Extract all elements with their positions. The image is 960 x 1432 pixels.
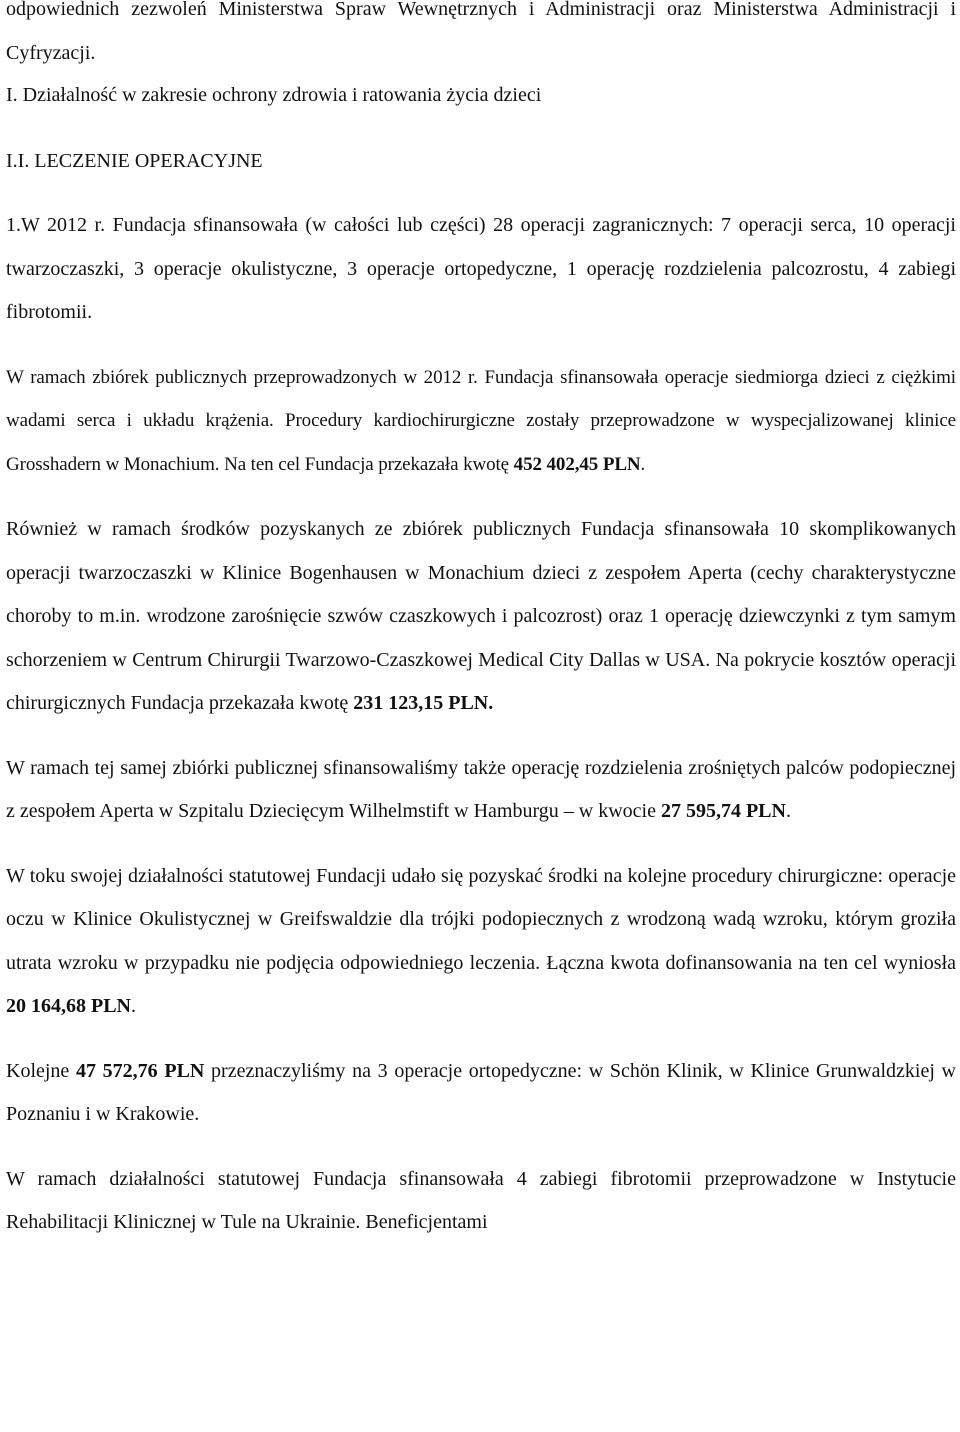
paragraph-eye-operations: [6, 855, 956, 1029]
amount-craniofacial: 231 123,15 PLN.: [353, 692, 494, 714]
section-heading: I. Działalność w zakresie ochrony zdrowia i ratowania życia dzieci: [6, 84, 542, 106]
paragraph-end: .: [131, 995, 136, 1017]
paragraph-text: przeznaczyliśmy na 3 operacje ortopedyczne: w Schön Klinik, w Klinice Grunwaldzkiej w Poznaniu i w Krakowie.: [6, 1059, 957, 1125]
intro-paragraph: odpowiednich zezwoleń Ministerstwa Spraw Wewnętrznych i Administracji oraz Ministerstwa Administracji i Cyfryzacji.: [6, 0, 956, 64]
paragraph-text: W toku swojej działalności statutowej Fundacji udało się pozyskać środki na kolejne procedury chirurgiczne: operacje oczu w Klinice Okulistycznej w Greifswaldzie dla trójki podopiecznych z wrodzoną wadą wzroku, którym groziła utrata wzroku w przypadku nie podjęcia odpowiedniego leczenia. Łączna kwota dofinansowania na ten cel wyniosła: [6, 864, 956, 974]
subsection-heading: I.I. LECZENIE OPERACYJNE: [6, 149, 263, 172]
paragraph-text: Również w ramach środków pozyskanych ze zbiórek publicznych Fundacja sfinansowała 10 skomplikowanych operacji twarzoczaszki w Klinice Bogenhausen w Monachium dzieci z zespołem Aperta (cechy charakterystyczne choroby to m.in. wrodzone zarośnięcie szwów czaszkowych i palcozrost) oraz 1 operację dziewczynki z tym samym schorzeniem w Centrum Chirurgii Twarzowo-Czaszkowej Medical City Dallas w USA. Na pokrycie kosztów operacji chirurgicznych Fundacja przekazała kwotę: [6, 518, 956, 714]
paragraph-orthopedic-operations: [6, 1050, 956, 1137]
paragraph-fibrotomy: W ramach działalności statutowej Fundacja sfinansowała 4 zabiegi fibrotomii przeprowadzone w Instytucie Rehabilitacji Klinicznej w Tule na Ukrainie. Beneficjentami: [6, 1167, 956, 1233]
amount-hamburg: 27 595,74 PLN: [660, 800, 786, 822]
paragraph-start: Kolejne: [6, 1059, 76, 1082]
paragraph-end: .: [640, 453, 646, 475]
paragraph-end: .: [785, 800, 791, 822]
paragraph-public-collections: [6, 356, 956, 487]
paragraph-hamburg-operation: [6, 747, 956, 834]
paragraph-text: W ramach zbiórek publicznych przeprowadzonych w 2012 r. Fundacja sfinansowała operacje siedmiorga dzieci z ciężkimi wadami serca i układu krążenia. Procedury kardiochirurgiczne zostały przeprowadzone w wyspecjalizowanej klinice Grosshadern w Monachium. Na ten cel Fundacja przekazała kwotę: [6, 366, 956, 475]
amount-heart-operations: 452 402,45 PLN: [513, 453, 641, 475]
amount-orthopedic: 47 572,76 PLN: [76, 1059, 205, 1082]
paragraph-2012-operations: 1.W 2012 r. Fundacja sfinansowała (w całości lub części) 28 operacji zagranicznych: 7 operacji serca, 10 operacji twarzoczaszki, 3 operacje okulistyczne, 3 operacje ortopedyczne, 1 operację rozdzielenia palcozrostu, 4 zabiegi fibrotomii.: [6, 214, 956, 323]
amount-eye-operations: 20 164,68 PLN: [6, 995, 131, 1017]
paragraph-text: W ramach tej samej zbiórki publicznej sfinansowaliśmy także operację rozdzielenia zrośniętych palców podopiecznej z zespołem Aperta w Szpitalu Dziecięcym Wilhelmstift w Hamburgu – w kwocie: [6, 756, 956, 822]
paragraph-craniofacial-operations: [6, 508, 956, 726]
